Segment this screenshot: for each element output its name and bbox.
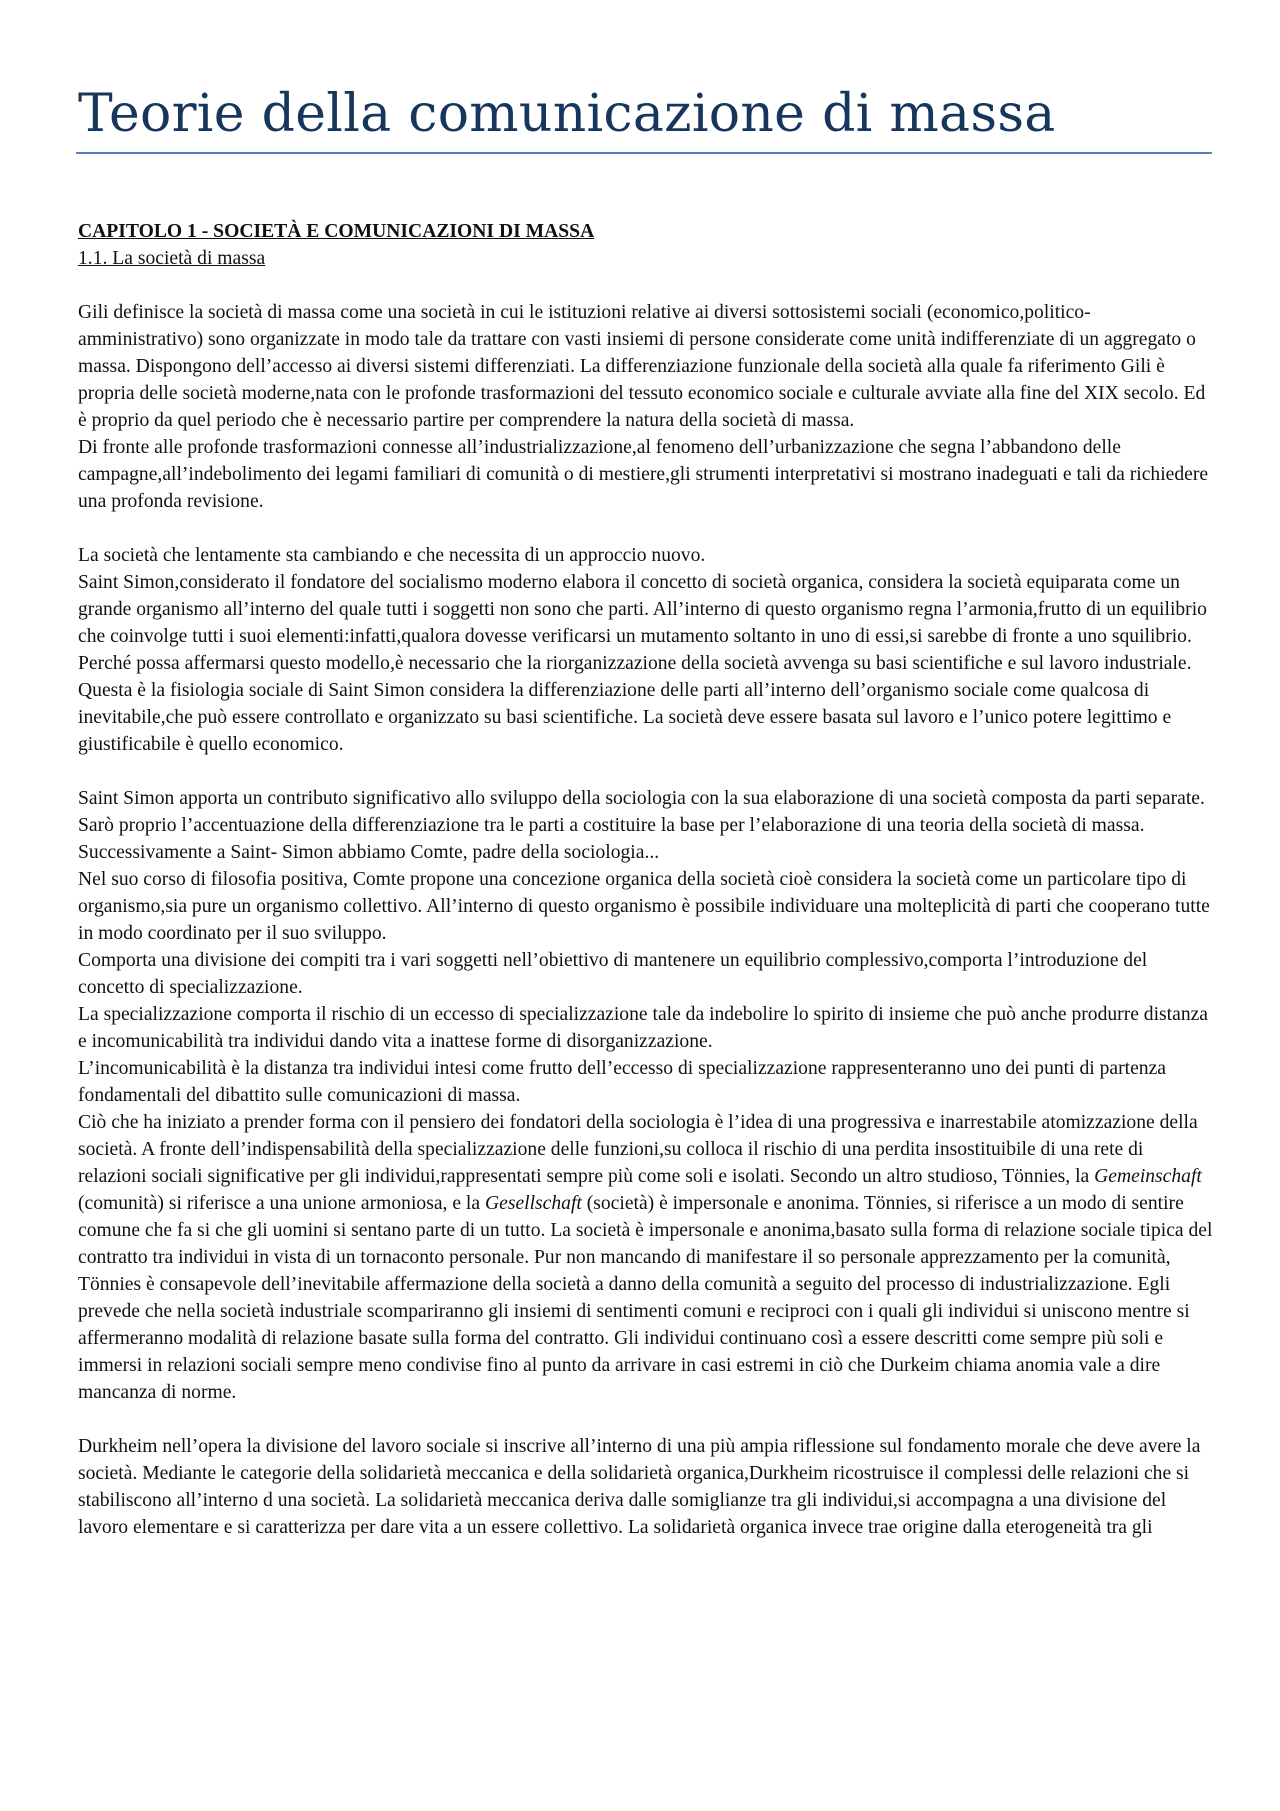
paragraph: Durkheim nell’opera la divisione del lavoro sociale si inscrive all’interno di una più ampia riflessione sul fondamento morale che deve avere la società. Mediante le categorie della solidarietà meccanica e della solidarietà organica,Durkheim ricostruisce il complessi delle relazioni che si stabiliscono all’interno d una società. La solidarietà meccanica deriva dalle somiglianze tra gli individui,si accompagna a una divisione del lavoro elementare e si caratterizza per dare vita a un essere collettivo. La solidarietà organica invece trae origine dalla eterogeneità tra gli bbox=[78, 1436, 1201, 1538]
document-title: Teorie della comunicazione di massa bbox=[78, 84, 1056, 144]
paragraph-tonnies bbox=[78, 1109, 1214, 1406]
paragraph: Saint Simon,considerato il fondatore del socialismo moderno elabora il concetto di società organica, considera la società equiparata come un grande organismo all’interno del quale tutti i soggetti non sono che parti. All’interno di questo organismo regna l’armonia,frutto di un equilibrio che coinvolge tutti i suoi elementi:infatti,qualora dovesse verificarsi un mutamento soltanto in uno di essi,si sarebbe di fronte a uno squilibrio. Perché possa affermarsi questo modello,è necessario che la riorganizzazione della società avvenga su basi scientifiche e sul lavoro industriale. Questa è la fisiologia sociale di Saint Simon considera la differenziazione delle parti all’interno dell’organismo sociale come qualcosa di inevitabile,che può essere controllato e organizzato su basi scientifiche. La società deve essere basata sul lavoro e l’unico potere legittimo e giustificabile è quello economico. bbox=[78, 572, 1207, 755]
paragraph-segment: Ciò che ha iniziato a prender forma con il pensiero dei fondatori della sociologia è l’idea di una progressiva e inarrestabile atomizzazione della società. A fronte dell’indispensabilità della specializzazione delle funzioni,su colloca il rischio di una perdita insostituibile di una rete di relazioni sociali significative per gli individui,rappresentati sempre più come soli e isolati. Secondo un altro studioso, Tönnies, la bbox=[78, 1112, 1198, 1187]
paragraph: La società che lentamente sta cambiando e che necessita di un approccio nuovo. bbox=[78, 545, 706, 566]
section-heading: 1.1. La società di massa bbox=[78, 248, 266, 269]
paragraph: Gili definisce la società di massa come una società in cui le istituzioni relative ai diversi sottosistemi sociali (economico,politico-amministrativo) sono organizzate in modo tale da trattare con vasti insiemi di persone considerate come unità indifferenziate di un aggregato o massa. Dispongono dell’accesso ai diversi sistemi differenziati. La differenziazione funzionale della società alla quale fa riferimento Gili è propria delle società moderne,nata con le profonde trasformazioni del tessuto economico sociale e culturale avviate alla fine del XIX secolo. Ed è proprio da quel periodo che è necessario partire per comprendere la natura della società di massa. bbox=[78, 302, 1206, 431]
paragraph: Nel suo corso di filosofia positiva, Comte propone una concezione organica della società cioè considera la società come un particolare tipo di organismo,sia pure un organismo collettivo. All’interno di questo organismo è possibile individuare una molteplicità di parti che cooperano tutte in modo coordinato per il suo sviluppo. bbox=[78, 869, 1210, 944]
term-gemeinschaft: Gemeinschaft bbox=[1094, 1166, 1202, 1187]
document-body bbox=[78, 218, 1214, 1541]
paragraph-segment: (società) è impersonale e anonima. Tönnies, si riferisce a un modo di sentire comune che fa si che gli uomini si sentano parte di un tutto. La società è impersonale e anonima,basato sulla forma di relazione sociale tipica del contratto tra individui in vista di un tornaconto personale. Pur non mancando di manifestare il so personale apprezzamento per la comunità, Tönnies è consapevole dell’inevitabile affermazione della società a danno della comunità a seguito del processo di industrializzazione. Egli prevede che nella società industriale scompariranno gli insiemi di sentimenti comuni e reciproci con i quali gli individui si uniscono mentre si affermeranno modalità di relazione basate sulla forma del contratto. Gli individui continuano così a essere descritti come sempre più soli e immersi in relazioni sociali sempre meno condivise fino al punto da arrivare in casi estremi in ciò che Durkeim chiama anomia vale a dire mancanza di norme. bbox=[78, 1193, 1213, 1403]
paragraph: Comporta una divisione dei compiti tra i vari soggetti nell’obiettivo di mantenere un equilibrio complessivo,comporta l’introduzione del concetto di specializzazione. bbox=[78, 950, 1148, 998]
paragraph: La specializzazione comporta il rischio di un eccesso di specializzazione tale da indebolire lo spirito di insieme che può anche produrre distanza e incomunicabilità tra individui dando vita a inattese forme di disorganizzazione. bbox=[78, 1004, 1209, 1052]
title-underline-rule bbox=[76, 152, 1212, 154]
paragraph: L’incomunicabilità è la distanza tra individui intesi come frutto dell’eccesso di specializzazione rappresenteranno uno dei punti di partenza fondamentali del dibattito sulle comunicazioni di massa. bbox=[78, 1058, 1166, 1106]
paragraph-segment: (comunità) si riferisce a una unione armoniosa, e la bbox=[78, 1193, 485, 1214]
paragraph: Saint Simon apporta un contributo significativo allo sviluppo della sociologia con la sua elaborazione di una società composta da parti separate. Sarò proprio l’accentuazione della differenziazione tra le parti a costituire la base per l’elaborazione di una teoria della società di massa. Successivamente a Saint- Simon abbiamo Comte, padre della sociologia... bbox=[78, 788, 1205, 863]
paragraph-gap bbox=[78, 1406, 1214, 1433]
paragraph-gap bbox=[78, 758, 1214, 785]
term-gesellschaft: Gesellschaft bbox=[484, 1193, 582, 1214]
chapter-heading: CAPITOLO 1 - SOCIETÀ E COMUNICAZIONI DI MASSA bbox=[78, 221, 595, 242]
paragraph-gap bbox=[78, 515, 1214, 542]
paragraph: Di fronte alle profonde trasformazioni connesse all’industrializzazione,al fenomeno dell’urbanizzazione che segna l’abbandono delle campagne,all’indebolimento dei legami familiari di comunità o di mestiere,gli strumenti interpretativi si mostrano inadeguati e tali da richiedere una profonda revisione. bbox=[78, 437, 1209, 512]
